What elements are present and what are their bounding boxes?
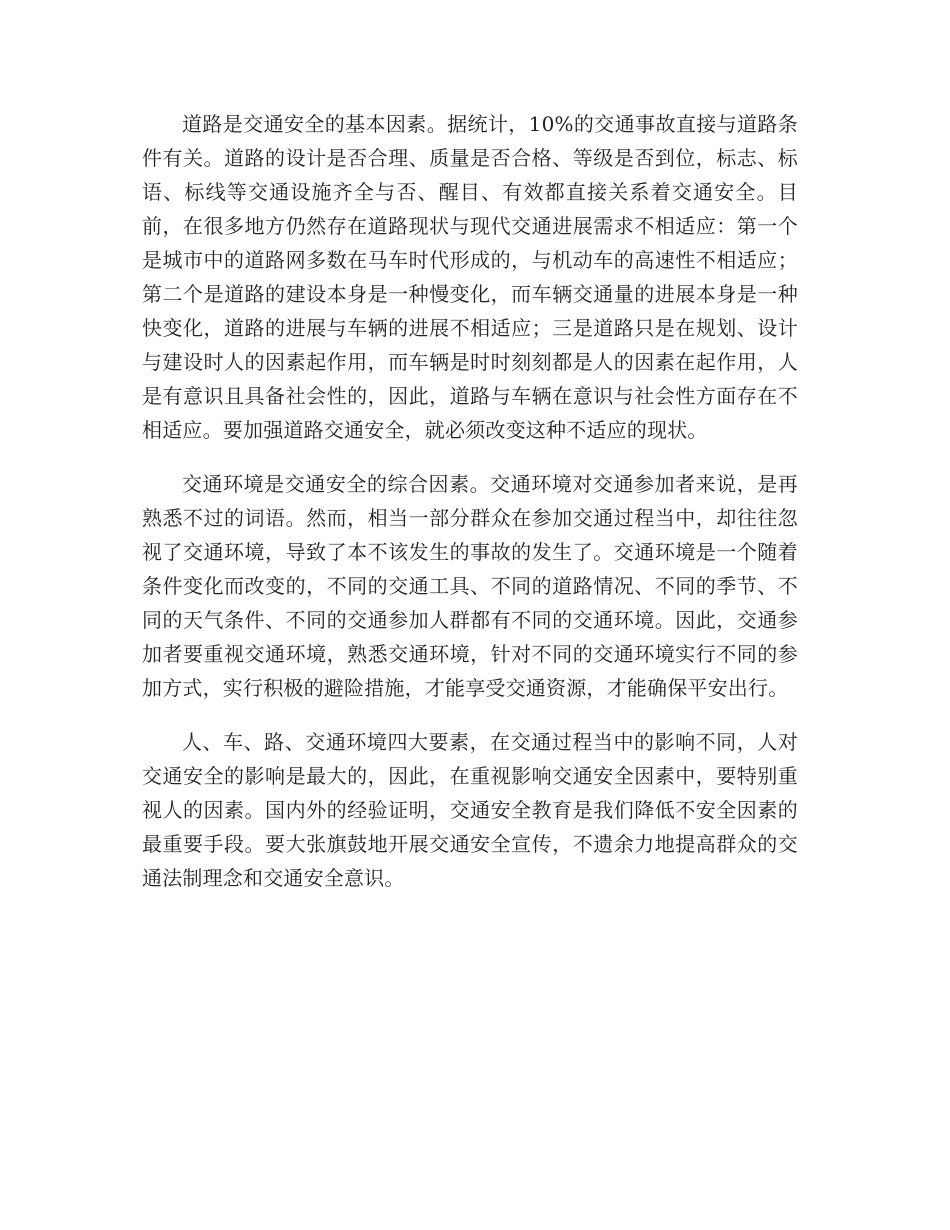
- paragraph-road-factor: 道路是交通安全的基本因素。据统计，10%的交通事故直接与道路条件有关。道路的设计是否合理、质量是否合格、等级是否到位，标志、标语、标线等交通设施齐全与否、醒目、有效都直接关系着交通安全。目前，在很多地方仍然存在道路现状与现代交通进展需求不相适应：第一个是城市中的道路网多数在马车时代形成的，与机动车的高速性不相适应；第二个是道路的建设本身是一种慢变化，而车辆交通量的进展本身是一种快变化，道路的进展与车辆的进展不相适应；三是道路只是在规划、设计与建设时人的因素起作用，而车辆是时时刻刻都是人的因素在起作用，人是有意识且具备社会性的，因此，道路与车辆在意识与社会性方面存在不相适应。要加强道路交通安全，就必须改变这种不适应的现状。: [142, 112, 798, 442]
- document-body: [142, 107, 798, 915]
- paragraph-four-elements: 人、车、路、交通环境四大要素，在交通过程当中的影响不同，人对交通安全的影响是最大的，因此，在重视影响交通安全因素中，要特别重视人的因素。国内外的经验证明，交通安全教育是我们降低不安全因素的最重要手段。要大张旗鼓地开展交通安全宣传，不遗余力地提高群众的交通法制理念和交通安全意识。: [142, 730, 798, 890]
- paragraph-traffic-environment: 交通环境是交通安全的综合因素。交通环境对交通参加者来说，是再熟悉不过的词语。然而，相当一部分群众在参加交通过程当中，却往往忽视了交通环境，导致了本不该发生的事故的发生了。交通环境是一个随着条件变化而改变的，不同的交通工具、不同的道路情况、不同的季节、不同的天气条件、不同的交通参加人群都有不同的交通环境。因此，交通参加者要重视交通环境，熟悉交通环境，针对不同的交通环境实行不同的参加方式，实行积极的避险措施，才能享受交通资源，才能确保平安出行。: [142, 472, 798, 700]
